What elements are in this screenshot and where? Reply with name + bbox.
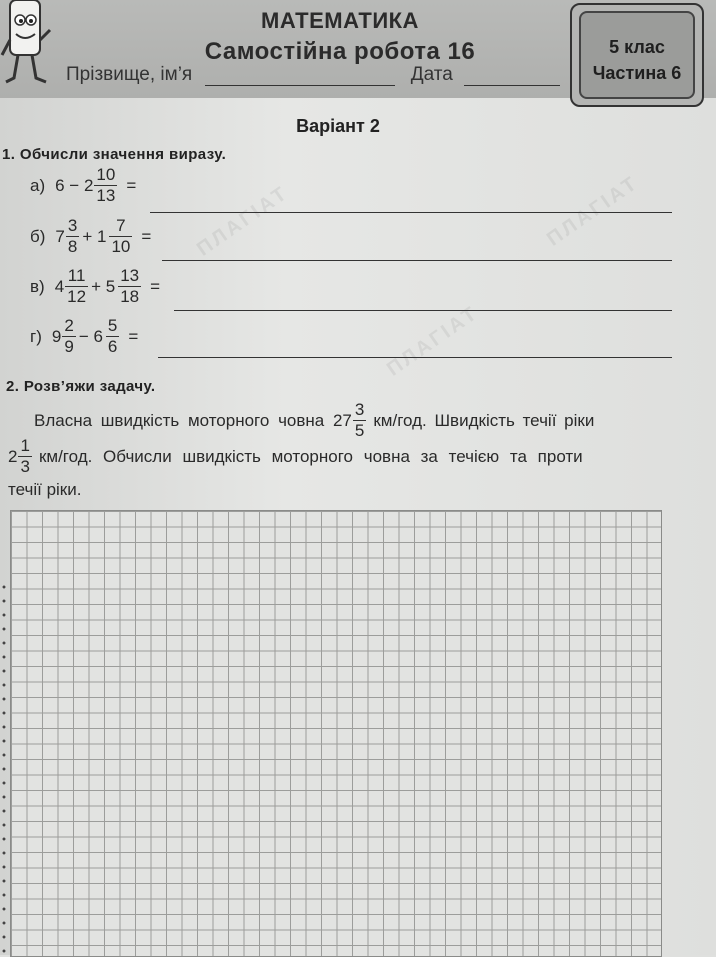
work-title: Самостійна робота 16 (204, 38, 476, 65)
grade-text: 5 клас (609, 37, 665, 57)
equals-sign: = (150, 276, 161, 296)
part-text: Частина 6 (592, 63, 682, 83)
watermark-text: ПЛАГІАТ (543, 171, 643, 251)
denominator: 12 (67, 287, 87, 306)
whole-part: 2 (8, 446, 18, 466)
numerator: 13 (120, 266, 140, 285)
expression-b (30, 216, 153, 257)
fraction (109, 216, 132, 257)
denominator: 18 (120, 287, 140, 306)
fraction (62, 316, 75, 357)
problem-line-2 (8, 436, 583, 477)
numerator: 1 (20, 436, 30, 455)
header-band (0, 0, 716, 98)
task1-title: 1. Обчисли значення виразу. (2, 146, 227, 163)
problem-line-1 (34, 400, 594, 441)
answer-line-c[interactable] (174, 310, 672, 311)
denominator: 3 (20, 457, 30, 476)
operator-whole: + 5 (91, 276, 116, 296)
watermark-text: ПЛАГІАТ (193, 181, 293, 261)
grade-badge (570, 3, 704, 107)
equals-sign: = (141, 226, 152, 246)
item-label: а) (30, 175, 46, 195)
fraction (94, 165, 117, 206)
grade-badge-inner (579, 11, 695, 99)
fraction (66, 216, 79, 257)
whole-part: 7 (55, 226, 65, 246)
equals-sign: = (128, 326, 139, 346)
answer-line-d[interactable] (158, 357, 672, 358)
fraction (65, 266, 88, 307)
operator-whole: − 6 (78, 326, 103, 346)
answer-line-b[interactable] (162, 260, 672, 261)
expression-d (30, 316, 140, 357)
problem-text: течії ріки. (8, 480, 82, 499)
variant-title: Варіант 2 (296, 116, 380, 136)
pencil-mascot-icon (0, 0, 60, 98)
task2-title: 2. Розв’яжи задачу. (6, 378, 156, 395)
denominator: 10 (111, 237, 131, 256)
item-label: в) (30, 276, 45, 296)
equals-sign: = (126, 175, 137, 195)
problem-text: км/год. Обчисли швидкість моторного човна за течією та проти (38, 446, 583, 466)
spiral-binding-holes (0, 580, 8, 955)
numerator: 3 (354, 400, 365, 419)
item-label: б) (30, 226, 46, 246)
numerator: 3 (67, 216, 78, 235)
whole-part: 6 − 2 (55, 175, 94, 195)
numerator: 7 (116, 216, 126, 235)
name-field[interactable] (205, 85, 395, 86)
problem-text: км/год. Швидкість течії ріки (373, 410, 595, 430)
expression-c (30, 266, 162, 307)
denominator: 13 (96, 186, 116, 205)
problem-text: Власна швидкість моторного човна 27 (34, 410, 352, 430)
numerator: 11 (67, 266, 86, 285)
denominator: 8 (67, 237, 78, 256)
whole-part: 9 (51, 326, 62, 346)
operator-whole: + 1 (82, 226, 107, 246)
squared-answer-grid[interactable] (10, 510, 662, 957)
expression-a (30, 165, 138, 206)
subject-title: МАТЕМАТИКА (261, 8, 419, 33)
fraction (106, 316, 119, 357)
whole-part: 4 (54, 276, 65, 296)
date-label: Дата (410, 64, 453, 85)
item-label: г) (30, 326, 42, 346)
fraction (18, 436, 31, 477)
numerator: 5 (107, 316, 118, 335)
denominator: 5 (354, 421, 365, 440)
denominator: 6 (107, 337, 118, 356)
denominator: 9 (64, 337, 74, 356)
watermark-text: ПЛАГІАТ (383, 301, 483, 381)
problem-line-3 (8, 480, 81, 500)
answer-line-a[interactable] (150, 212, 672, 213)
numerator: 2 (64, 316, 74, 335)
numerator: 10 (96, 165, 116, 184)
fraction (118, 266, 141, 307)
name-date-row (66, 64, 560, 86)
fraction (353, 400, 366, 441)
date-field[interactable] (464, 85, 560, 86)
name-label: Прізвище, ім’я (66, 64, 193, 85)
